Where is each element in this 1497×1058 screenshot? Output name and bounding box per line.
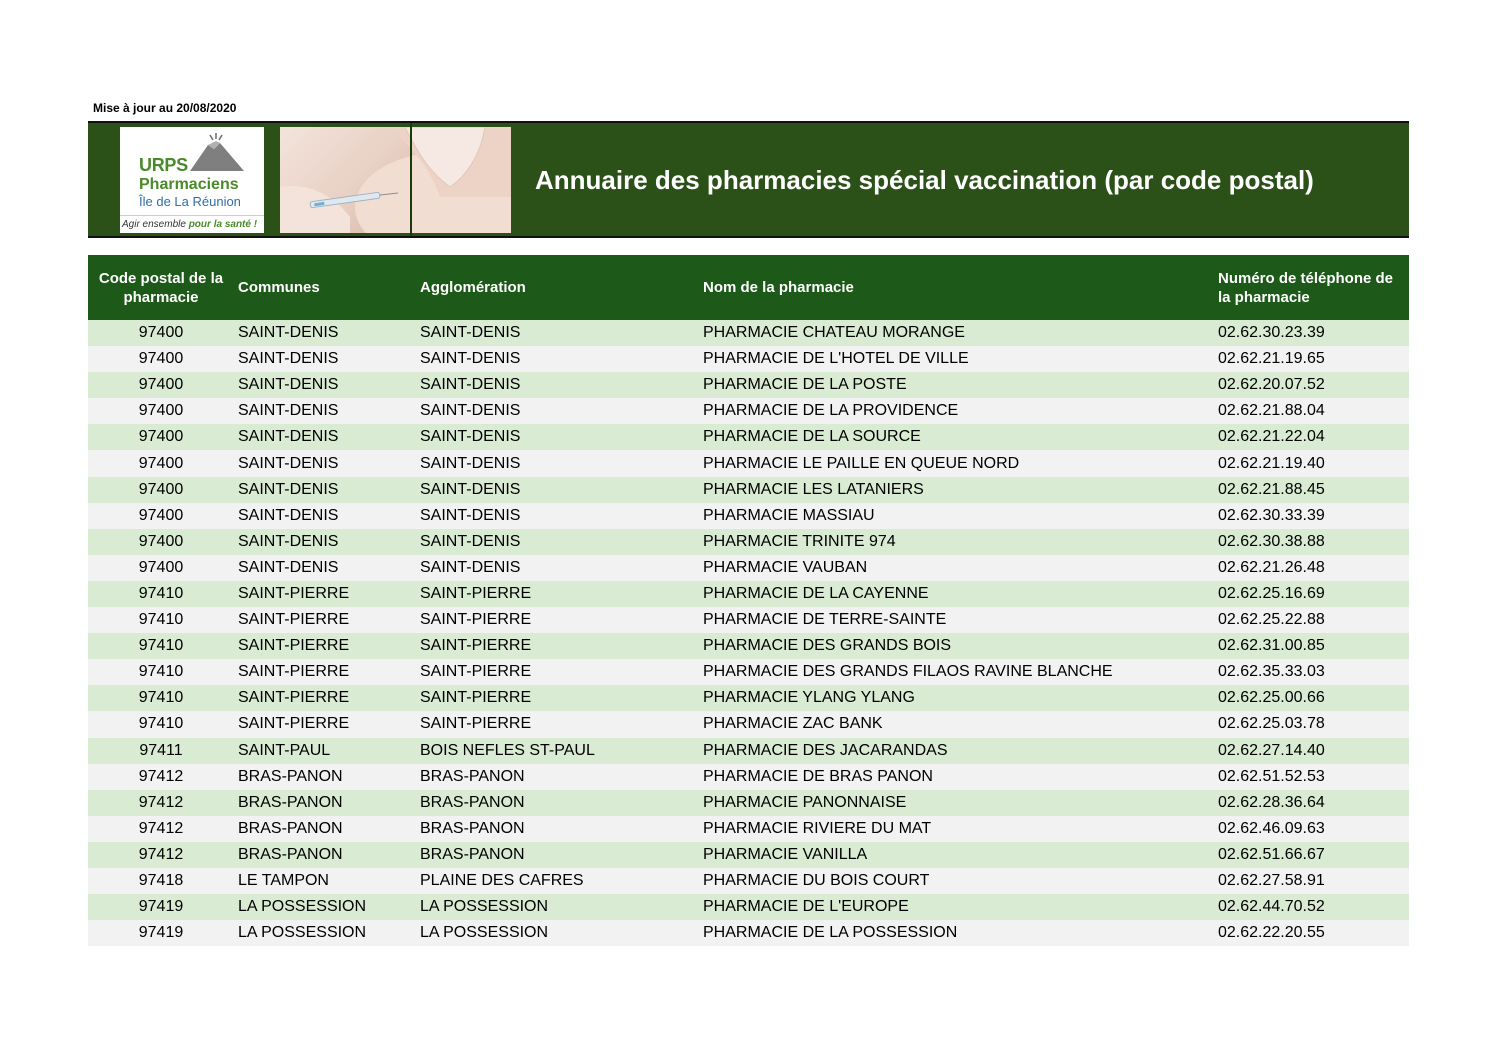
commune-cell: SAINT-PIERRE [234,633,412,659]
postal-code-cell: 97410 [88,685,234,711]
table-row [88,450,1409,476]
agglomeration-cell: SAINT-PIERRE [412,685,695,711]
update-date-note: Mise à jour au 20/08/2020 [93,101,237,115]
commune-cell: LA POSSESSION [234,920,412,946]
phone-cell: 02.62.51.52.53 [1210,764,1409,790]
agglomeration-cell: SAINT-PIERRE [412,607,695,633]
table-row [88,764,1409,790]
postal-code-cell: 97400 [88,529,234,555]
pharmacy-name-cell: PHARMACIE DE LA CAYENNE [695,581,1210,607]
commune-cell: SAINT-DENIS [234,372,412,398]
vaccination-photo [280,127,511,233]
postal-code-cell: 97419 [88,920,234,946]
phone-cell: 02.62.30.38.88 [1210,529,1409,555]
pharmacy-name-cell: PHARMACIE VAUBAN [695,555,1210,581]
header-communes: Communes [234,255,412,320]
postal-code-cell: 97410 [88,659,234,685]
commune-cell: SAINT-DENIS [234,320,412,346]
commune-cell: SAINT-PIERRE [234,659,412,685]
phone-cell: 02.62.25.03.78 [1210,711,1409,737]
commune-cell: SAINT-PIERRE [234,607,412,633]
pharmacy-name-cell: PHARMACIE DE LA SOURCE [695,424,1210,450]
commune-cell: SAINT-DENIS [234,450,412,476]
table-row [88,842,1409,868]
postal-code-cell: 97410 [88,581,234,607]
header-agglomeration: Agglomération [412,255,695,320]
postal-code-cell: 97419 [88,894,234,920]
phone-cell: 02.62.28.36.64 [1210,790,1409,816]
phone-cell: 02.62.22.20.55 [1210,920,1409,946]
phone-cell: 02.62.21.88.04 [1210,398,1409,424]
postal-code-cell: 97410 [88,607,234,633]
table-row [88,790,1409,816]
table-row [88,711,1409,737]
postal-code-cell: 97400 [88,424,234,450]
agglomeration-cell: SAINT-DENIS [412,477,695,503]
commune-cell: LE TAMPON [234,868,412,894]
page-title: Annuaire des pharmacies spécial vaccination (par code postal) [535,165,1314,195]
postal-code-cell: 97400 [88,398,234,424]
volcano-icon [186,131,248,175]
pharmacy-name-cell: PHARMACIE TRINITE 974 [695,529,1210,555]
agglomeration-cell: SAINT-DENIS [412,529,695,555]
phone-cell: 02.62.21.22.04 [1210,424,1409,450]
table-row [88,346,1409,372]
table-row [88,685,1409,711]
commune-cell: SAINT-DENIS [234,503,412,529]
header-banner [88,121,1409,238]
commune-cell: SAINT-DENIS [234,555,412,581]
agglomeration-cell: SAINT-PIERRE [412,633,695,659]
pharmacy-name-cell: PHARMACIE YLANG YLANG [695,685,1210,711]
pharmacy-name-cell: PHARMACIE RIVIERE DU MAT [695,816,1210,842]
commune-cell: BRAS-PANON [234,842,412,868]
postal-code-cell: 97400 [88,346,234,372]
commune-cell: SAINT-DENIS [234,477,412,503]
postal-code-cell: 97412 [88,764,234,790]
header-pharmacy-name: Nom de la pharmacie [695,255,1210,320]
postal-code-cell: 97400 [88,320,234,346]
agglomeration-cell: BRAS-PANON [412,816,695,842]
agglomeration-cell: SAINT-DENIS [412,398,695,424]
postal-code-cell: 97411 [88,738,234,764]
agglomeration-cell: SAINT-DENIS [412,320,695,346]
table-header-row [88,255,1409,320]
pharmacy-name-cell: PHARMACIE DE L'EUROPE [695,894,1210,920]
agglomeration-cell: SAINT-DENIS [412,346,695,372]
agglomeration-cell: SAINT-DENIS [412,424,695,450]
phone-cell: 02.62.25.00.66 [1210,685,1409,711]
table-row [88,920,1409,946]
commune-cell: SAINT-PIERRE [234,581,412,607]
commune-cell: SAINT-DENIS [234,346,412,372]
commune-cell: BRAS-PANON [234,764,412,790]
commune-cell: SAINT-DENIS [234,424,412,450]
postal-code-cell: 97410 [88,711,234,737]
logo-tagline-plain: Agir ensemble [122,219,189,230]
phone-cell: 02.62.30.23.39 [1210,320,1409,346]
phone-cell: 02.62.27.14.40 [1210,738,1409,764]
phone-cell: 02.62.21.26.48 [1210,555,1409,581]
table-row [88,868,1409,894]
agglomeration-cell: BRAS-PANON [412,842,695,868]
table-row [88,320,1409,346]
logo-pharmaciens-text: Pharmaciens [139,176,239,193]
agglomeration-cell: SAINT-PIERRE [412,659,695,685]
postal-code-cell: 97400 [88,372,234,398]
phone-cell: 02.62.20.07.52 [1210,372,1409,398]
phone-cell: 02.62.21.88.45 [1210,477,1409,503]
commune-cell: SAINT-PIERRE [234,685,412,711]
logo-urps-text: URPS [139,155,188,175]
agglomeration-cell: SAINT-DENIS [412,372,695,398]
phone-cell: 02.62.51.66.67 [1210,842,1409,868]
agglomeration-cell: BRAS-PANON [412,764,695,790]
phone-cell: 02.62.21.19.40 [1210,450,1409,476]
table-row [88,477,1409,503]
pharmacy-name-cell: PHARMACIE DE LA POSSESSION [695,920,1210,946]
table-row [88,424,1409,450]
postal-code-cell: 97400 [88,477,234,503]
commune-cell: LA POSSESSION [234,894,412,920]
table-row [88,398,1409,424]
logo-region-text: Île de La Réunion [139,194,241,209]
pharmacy-name-cell: PHARMACIE LE PAILLE EN QUEUE NORD [695,450,1210,476]
postal-code-cell: 97412 [88,816,234,842]
phone-cell: 02.62.25.16.69 [1210,581,1409,607]
agglomeration-cell: SAINT-PIERRE [412,581,695,607]
postal-code-cell: 97412 [88,790,234,816]
pharmacy-name-cell: PHARMACIE DE BRAS PANON [695,764,1210,790]
commune-cell: SAINT-PAUL [234,738,412,764]
table-row [88,659,1409,685]
table-row [88,738,1409,764]
pharmacy-name-cell: PHARMACIE ZAC BANK [695,711,1210,737]
postal-code-cell: 97410 [88,633,234,659]
table-row [88,529,1409,555]
commune-cell: BRAS-PANON [234,816,412,842]
pharmacy-name-cell: PHARMACIE VANILLA [695,842,1210,868]
pharmacy-name-cell: PHARMACIE DU BOIS COURT [695,868,1210,894]
pharmacy-name-cell: PHARMACIE MASSIAU [695,503,1210,529]
postal-code-cell: 97412 [88,842,234,868]
postal-code-cell: 97400 [88,450,234,476]
agglomeration-cell: BRAS-PANON [412,790,695,816]
agglomeration-cell: SAINT-DENIS [412,450,695,476]
phone-cell: 02.62.46.09.63 [1210,816,1409,842]
commune-cell: SAINT-PIERRE [234,711,412,737]
table-row [88,607,1409,633]
pharmacy-name-cell: PHARMACIE DE LA PROVIDENCE [695,398,1210,424]
header-postal-code: Code postal de la pharmacie [88,255,234,320]
pharmacy-name-cell: PHARMACIE LES LATANIERS [695,477,1210,503]
postal-code-cell: 97400 [88,503,234,529]
phone-cell: 02.62.31.00.85 [1210,633,1409,659]
header-phone: Numéro de téléphone de la pharmacie [1210,255,1409,320]
phone-cell: 02.62.44.70.52 [1210,894,1409,920]
table-row [88,581,1409,607]
phone-cell: 02.62.21.19.65 [1210,346,1409,372]
banner-divider [410,123,412,236]
logo-tagline [120,215,264,233]
agglomeration-cell: SAINT-PIERRE [412,711,695,737]
agglomeration-cell: LA POSSESSION [412,920,695,946]
agglomeration-cell: BOIS NEFLES ST-PAUL [412,738,695,764]
urps-logo [120,127,264,233]
agglomeration-cell: PLAINE DES CAFRES [412,868,695,894]
phone-cell: 02.62.25.22.88 [1210,607,1409,633]
postal-code-cell: 97418 [88,868,234,894]
phone-cell: 02.62.35.33.03 [1210,659,1409,685]
pharmacy-name-cell: PHARMACIE DES GRANDS FILAOS RAVINE BLANCHE [695,659,1210,685]
pharmacy-name-cell: PHARMACIE DE TERRE-SAINTE [695,607,1210,633]
commune-cell: BRAS-PANON [234,790,412,816]
agglomeration-cell: SAINT-DENIS [412,555,695,581]
table-row [88,894,1409,920]
pharmacy-name-cell: PHARMACIE DE LA POSTE [695,372,1210,398]
commune-cell: SAINT-DENIS [234,398,412,424]
table-row [88,372,1409,398]
pharmacy-name-cell: PHARMACIE PANONNAISE [695,790,1210,816]
agglomeration-cell: SAINT-DENIS [412,503,695,529]
phone-cell: 02.62.27.58.91 [1210,868,1409,894]
table-row [88,555,1409,581]
pharmacy-name-cell: PHARMACIE DES JACARANDAS [695,738,1210,764]
postal-code-cell: 97400 [88,555,234,581]
pharmacy-name-cell: PHARMACIE DE L'HOTEL DE VILLE [695,346,1210,372]
pharmacy-name-cell: PHARMACIE CHATEAU MORANGE [695,320,1210,346]
phone-cell: 02.62.30.33.39 [1210,503,1409,529]
table-row [88,633,1409,659]
table-row [88,503,1409,529]
commune-cell: SAINT-DENIS [234,529,412,555]
agglomeration-cell: LA POSSESSION [412,894,695,920]
pharmacy-table [88,255,1409,946]
table-row [88,816,1409,842]
logo-tagline-bold: pour la santé ! [188,219,258,230]
pharmacy-name-cell: PHARMACIE DES GRANDS BOIS [695,633,1210,659]
